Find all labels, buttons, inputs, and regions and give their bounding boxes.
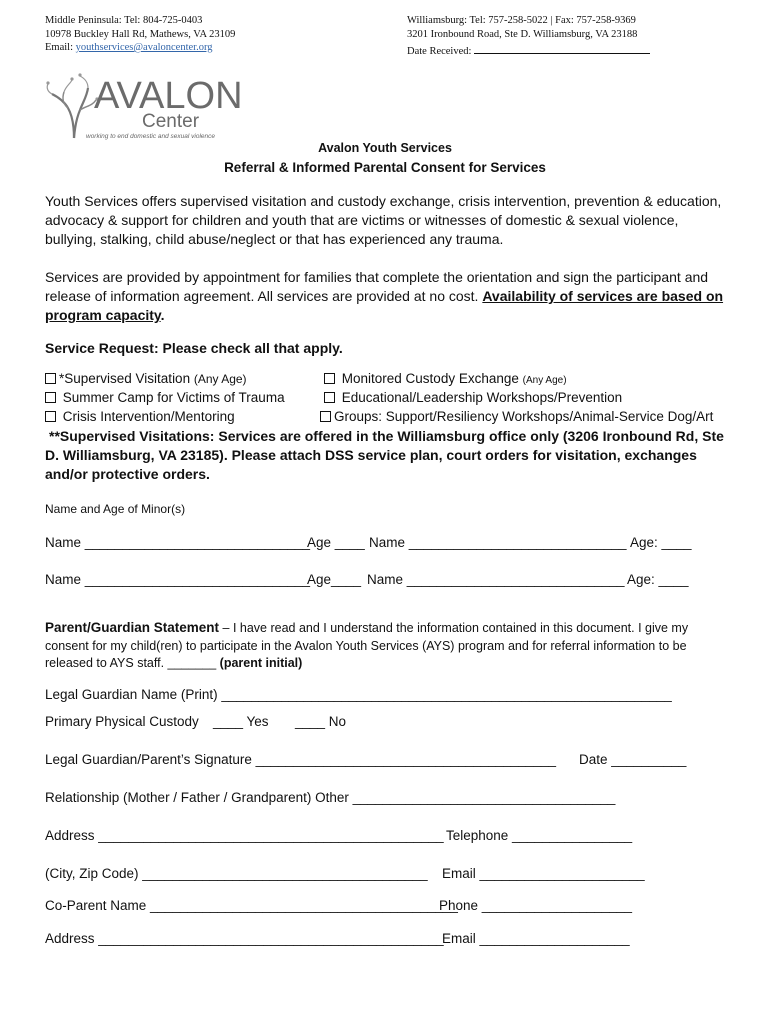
- logo-tagline: working to end domestic and sexual violence: [86, 133, 215, 140]
- service-option-label: *Supervised Visitation: [59, 371, 191, 386]
- service-option-label: Summer Camp for Victims of Trauma: [62, 390, 285, 405]
- supervised-visitation-notice: **Supervised Visitations: Services are offered in the Williamsburg office only (3206 Ironbound Rd, Ste D. Williamsburg, VA 23185). Please attach DSS service plan, court orders for visitation, exchanges and/or protective orders.: [45, 428, 724, 482]
- minor-4-name-field[interactable]: Name _____________________________: [367, 572, 625, 587]
- custody-yes-field[interactable]: ____ Yes: [213, 714, 269, 729]
- header-right: [407, 14, 650, 59]
- coparent-phone-field[interactable]: Phone ____________________: [439, 898, 632, 913]
- service-option-note: (Any Age): [522, 375, 567, 386]
- coparent-email-field[interactable]: Email ____________________: [442, 931, 630, 946]
- header-left-line1: Middle Peninsula: Tel: 804-725-0403: [45, 15, 203, 26]
- header-left-line2: 10978 Buckley Hall Rd, Mathews, VA 23109: [45, 28, 236, 40]
- service-option-label: Crisis Intervention/Mentoring: [62, 409, 235, 424]
- service-option-supervised-visitation[interactable]: [45, 371, 247, 386]
- header-right-line1: Williamsburg: Tel: 757-258-5022 | Fax: 757-258-9369: [407, 15, 636, 26]
- date-received-label: Date Received:: [407, 46, 472, 57]
- statement-text: – I have read and I understand the information contained in this document. I give my consent for my child(ren) to participate in the Avalon Youth Services (AYS) program and for referral information to be released to AYS staff. _______: [45, 621, 689, 670]
- signature-field[interactable]: Legal Guardian/Parent’s Signature ________________________________________: [45, 752, 556, 767]
- service-option-note: (Any Age): [193, 372, 247, 386]
- telephone-field[interactable]: Telephone ________________: [446, 828, 633, 843]
- service-option-label: Groups: Support/Resiliency Workshops/Animal-Service Dog/Art: [334, 409, 714, 424]
- minors-heading: Name and Age of Minor(s): [45, 502, 186, 516]
- parent-guardian-statement: [45, 619, 725, 673]
- minor-3-name-field[interactable]: Name ______________________________: [45, 572, 311, 587]
- signature-date-field[interactable]: Date __________: [579, 752, 687, 767]
- service-request-heading: Service Request: Please check all that apply.: [45, 340, 343, 356]
- logo-word-avalon: AVALON: [94, 75, 243, 117]
- checkbox[interactable]: [45, 392, 56, 403]
- relationship-field[interactable]: Relationship (Mother / Father / Grandparent) Other ___________________________________: [45, 790, 616, 805]
- custody-no-field[interactable]: ____ No: [295, 714, 347, 729]
- checkbox[interactable]: [324, 373, 335, 384]
- service-option-label: Monitored Custody Exchange: [341, 371, 519, 386]
- minor-3-age-field[interactable]: Age____: [307, 572, 362, 587]
- date-received-line[interactable]: [474, 41, 650, 54]
- coparent-address-field[interactable]: Address ______________________________________________: [45, 931, 444, 946]
- service-option-summer-camp[interactable]: [45, 390, 285, 405]
- address-field[interactable]: Address ______________________________________________: [45, 828, 444, 843]
- availability-note: Availability of services are based on program capacity: [45, 288, 724, 323]
- minor-2-name-field[interactable]: Name _____________________________: [369, 535, 627, 550]
- service-option-custody-exchange[interactable]: [324, 371, 567, 386]
- header-right-line2: 3201 Ironbound Road, Ste D. Williamsburg, VA 23188: [407, 28, 638, 40]
- email-field[interactable]: Email ______________________: [442, 866, 645, 881]
- logo-word-center: Center: [142, 111, 200, 132]
- minor-1-age-field[interactable]: Age ____: [307, 535, 365, 550]
- coparent-name-field[interactable]: Co-Parent Name _________________________________________: [45, 898, 458, 913]
- header-email-label: Email:: [45, 42, 76, 53]
- availability-note-end: .: [160, 307, 165, 323]
- header-email-row: [45, 41, 235, 55]
- parent-initial-label: (parent initial): [219, 656, 303, 670]
- intro-paragraph-1: Youth Services offers supervised visitation and custody exchange, crisis intervention, prevention & education, advocacy & support for children and youth that are victims or witnesses of domestic & sexual violence, bullying, stalking, child abuse/neglect or that has experienced any trauma.: [45, 193, 722, 247]
- service-option-crisis[interactable]: [45, 409, 235, 424]
- checkbox[interactable]: [324, 392, 335, 403]
- header-left: [45, 14, 235, 55]
- minor-1-name-field[interactable]: Name ______________________________: [45, 535, 311, 550]
- header-email-link[interactable]: youthservices@avaloncenter.org: [75, 42, 213, 53]
- service-option-educational[interactable]: [324, 390, 622, 405]
- statement-heading: Parent/Guardian Statement: [45, 620, 220, 635]
- city-zip-field[interactable]: (City, Zip Code) ______________________________________: [45, 866, 428, 881]
- checkbox[interactable]: [45, 411, 56, 422]
- intro-paragraph-2-text: Services are provided by appointment for families that complete the orientation and sign the participant and release of information agreement. All services are provided at no cost.: [45, 269, 709, 304]
- primary-custody-label: Primary Physical Custody: [45, 714, 199, 729]
- checkbox[interactable]: [45, 373, 56, 384]
- avalon-logo: [44, 70, 243, 140]
- minor-4-age-field[interactable]: Age: ____: [627, 572, 689, 587]
- minor-2-age-field[interactable]: Age: ____: [630, 535, 692, 550]
- page-title-line2: Referral & Informed Parental Consent for Services: [224, 160, 546, 175]
- service-option-groups[interactable]: [320, 409, 713, 424]
- intro-paragraph-2: [45, 268, 725, 325]
- service-option-label: Educational/Leadership Workshops/Prevention: [341, 390, 623, 405]
- legal-guardian-name-field[interactable]: Legal Guardian Name (Print) ____________________________________________________________: [45, 687, 672, 702]
- page-title-line1: Avalon Youth Services: [318, 141, 452, 155]
- checkbox[interactable]: [320, 411, 331, 422]
- date-received-row: [407, 41, 650, 59]
